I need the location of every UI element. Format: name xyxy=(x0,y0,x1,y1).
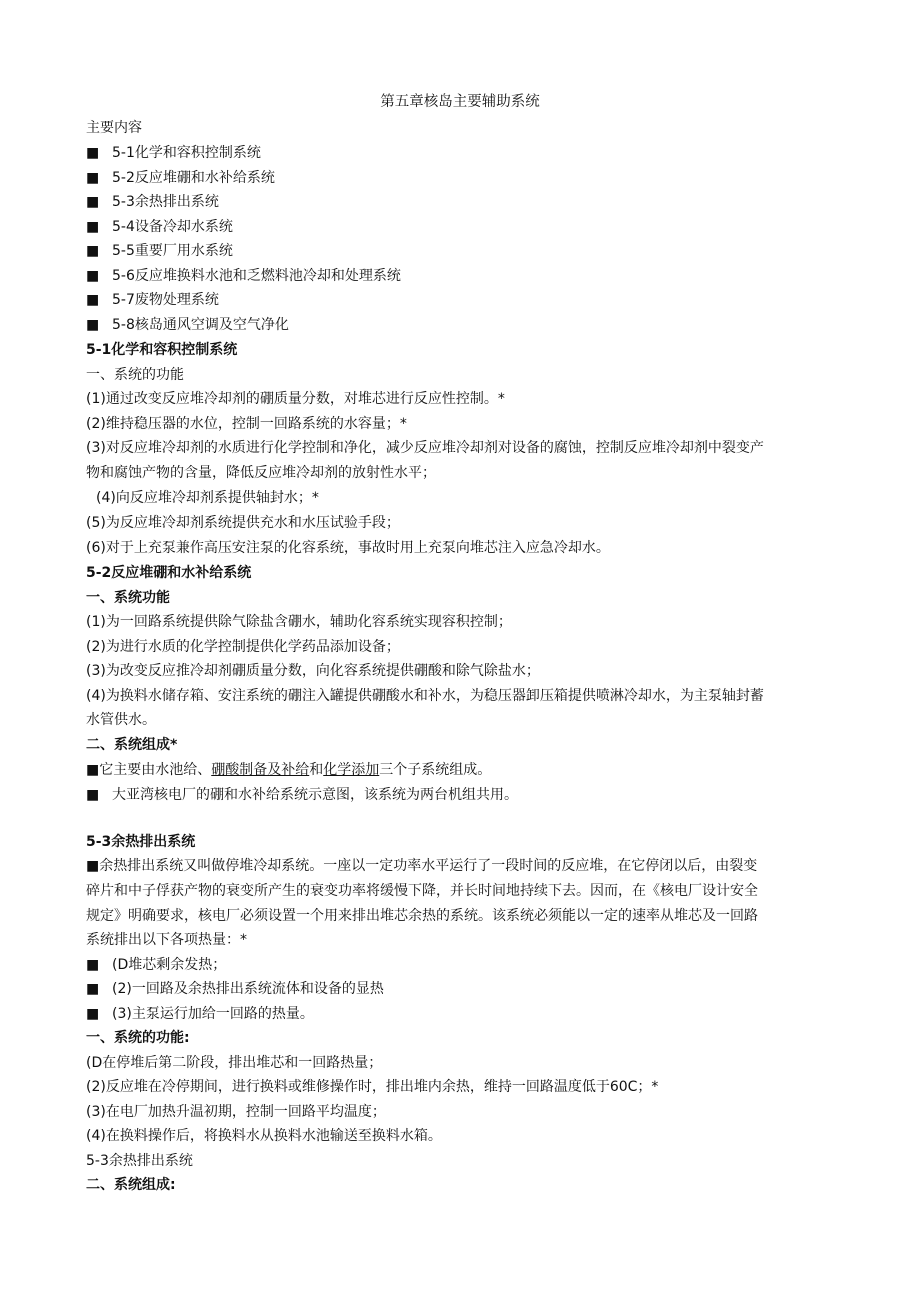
bullet-icon: ■ xyxy=(86,292,100,308)
toc-item xyxy=(86,193,836,211)
paragraph-line: (2)维持稳压器的水位，控制一回路系统的水容量；* xyxy=(86,416,407,432)
paragraph-line: (6)对于上充泵兼作高压安注泵的化容系统，事故时用上充泵向堆芯注入应急冷却水。 xyxy=(86,540,610,556)
section-heading-5-2: 5-2反应堆硼和水补给系统 xyxy=(86,565,252,581)
toc-item xyxy=(86,218,836,236)
bullet-icon: ■ xyxy=(86,787,100,803)
heat-item xyxy=(86,980,836,998)
paragraph-line: (3)为改变反应推冷却剂硼质量分数，向化容系统提供硼酸和除气除盐水； xyxy=(86,663,540,679)
paragraph-line: 碎片和中子俘获产物的衰变所产生的衰变功率将缓慢下降，并长时间地持续下去。因而，在《核电厂设计安全 xyxy=(86,883,758,899)
toc-item xyxy=(86,144,836,162)
heat-item-text: (2)一回路及余热排出系统流体和设备的显热 xyxy=(112,981,384,997)
composition-text: 它主要由水池给、 xyxy=(99,762,212,778)
toc-item-text: 5-2反应堆硼和水补给系统 xyxy=(112,170,275,186)
composition-line xyxy=(86,761,836,779)
heat-item xyxy=(86,1005,836,1023)
bullet-icon: ■ xyxy=(86,981,100,997)
toc-item xyxy=(86,169,836,187)
bullet-icon: ■ xyxy=(86,243,100,259)
paragraph-text: 余热排出系统又叫做停堆冷却系统。一座以一定功率水平运行了一段时间的反应堆，在它停闭以后，由裂变 xyxy=(99,858,758,874)
bullet-icon: ■ xyxy=(86,219,100,235)
paragraph-line: (1)通过改变反应堆冷却剂的硼质量分数，对堆芯进行反应性控制。* xyxy=(86,391,505,407)
bullet-icon: ■ xyxy=(86,957,100,973)
paragraph-line: (4)在换料操作后，将换料水从换料水池输送至换料水箱。 xyxy=(86,1128,442,1144)
toc-item-text: 5-8核岛通风空调及空气净化 xyxy=(112,317,289,333)
paragraph-line: (3)对反应堆冷却剂的水质进行化学控制和净化，减少反应堆冷却剂对设备的腐蚀，控制反应堆冷却剂中裂变产 xyxy=(86,440,764,456)
toc-item-text: 5-4设备冷却水系统 xyxy=(112,219,233,235)
paragraph-line: (4)向反应堆冷却剂系提供轴封水；* xyxy=(96,490,319,506)
section-heading-5-1: 5-1化学和容积控制系统 xyxy=(86,342,238,358)
paragraph-line: 水管供水。 xyxy=(86,712,156,728)
bullet-icon: ■ xyxy=(86,170,100,186)
subheading: 一、系统功能 xyxy=(86,590,170,606)
page-title: 第五章核岛主要辅助系统 xyxy=(380,94,540,110)
paragraph-line: (3)在电厂加热升温初期，控制一回路平均温度； xyxy=(86,1104,386,1120)
subheading: 一、系统的功能: xyxy=(86,1030,190,1046)
paragraph-line: 规定》明确要求，核电厂必须设置一个用来排出堆芯余热的系统。该系统必须能以一定的速率从堆芯及一回路 xyxy=(86,908,758,924)
heat-item xyxy=(86,956,836,974)
paragraph-line: 物和腐蚀产物的含量，降低反应堆冷却剂的放射性水平； xyxy=(86,465,436,481)
toc-item-text: 5-3余热排出系统 xyxy=(112,194,219,210)
bullet-icon: ■ xyxy=(86,1006,100,1022)
composition-text: 和 xyxy=(309,762,324,778)
subheading: 一、系统的功能 xyxy=(86,367,184,383)
toc-item-text: 5-6反应堆换料水池和乏燃料池冷却和处理系统 xyxy=(112,268,401,284)
toc-item-text: 5-7废物处理系统 xyxy=(112,292,219,308)
toc-item xyxy=(86,242,836,260)
paragraph-line: (4)为换料水储存箱、安注系统的硼注入罐提供硼酸水和补水，为稳压器卸压箱提供喷淋冷却水，为主泵轴封蓄 xyxy=(86,688,764,704)
bullet-icon: ■ xyxy=(86,268,100,284)
paragraph-line: 系统排出以下各项热量：* xyxy=(86,932,247,948)
paragraph-line xyxy=(86,857,836,875)
paragraph-line: (D在停堆后第二阶段，排出堆芯和一回路热量； xyxy=(86,1055,383,1071)
subsystem-link: 硼酸制备及补给 xyxy=(211,762,310,778)
toc-item xyxy=(86,291,836,309)
toc-item-text: 5-5重要厂用水系统 xyxy=(112,243,233,259)
section-heading-repeat: 5-3余热排出系统 xyxy=(86,1153,193,1169)
paragraph-line: (2)为进行水质的化学控制提供化学药品添加设备； xyxy=(86,639,400,655)
bullet-icon: ■ xyxy=(86,145,100,161)
toc-item-text: 5-1化学和容积控制系统 xyxy=(112,145,261,161)
bullet-icon: ■ xyxy=(86,194,100,210)
paragraph-line: (5)为反应堆冷却剂系统提供充水和水压试验手段； xyxy=(86,515,400,531)
composition-text: 大亚湾核电厂的硼和水补给系统示意图，该系统为两台机组共用。 xyxy=(112,787,518,803)
subheading: 二、系统组成: xyxy=(86,1177,176,1193)
bullet-icon: ■ xyxy=(86,762,100,778)
bullet-icon: ■ xyxy=(86,858,100,874)
paragraph-line: (1)为一回路系统提供除气除盐含硼水，辅助化容系统实现容积控制； xyxy=(86,614,512,630)
heat-item-text: (D堆芯剩余发热； xyxy=(112,957,227,973)
paragraph-line: (2)反应堆在冷停期间，进行换料或维修操作时，排出堆内余热，维持一回路温度低于60C；* xyxy=(86,1079,659,1095)
section-heading-5-3: 5-3余热排出系统 xyxy=(86,834,196,850)
subheading: 二、系统组成* xyxy=(86,737,178,753)
bullet-icon: ■ xyxy=(86,317,100,333)
composition-text: 三个子系统组成。 xyxy=(379,762,492,778)
toc-item xyxy=(86,267,836,285)
heat-item-text: (3)主泵运行加给一回路的热量。 xyxy=(112,1006,314,1022)
main-heading: 主要内容 xyxy=(86,120,142,136)
composition-line xyxy=(86,786,836,804)
toc-item xyxy=(86,316,836,334)
subsystem-link: 化学添加 xyxy=(323,762,380,778)
